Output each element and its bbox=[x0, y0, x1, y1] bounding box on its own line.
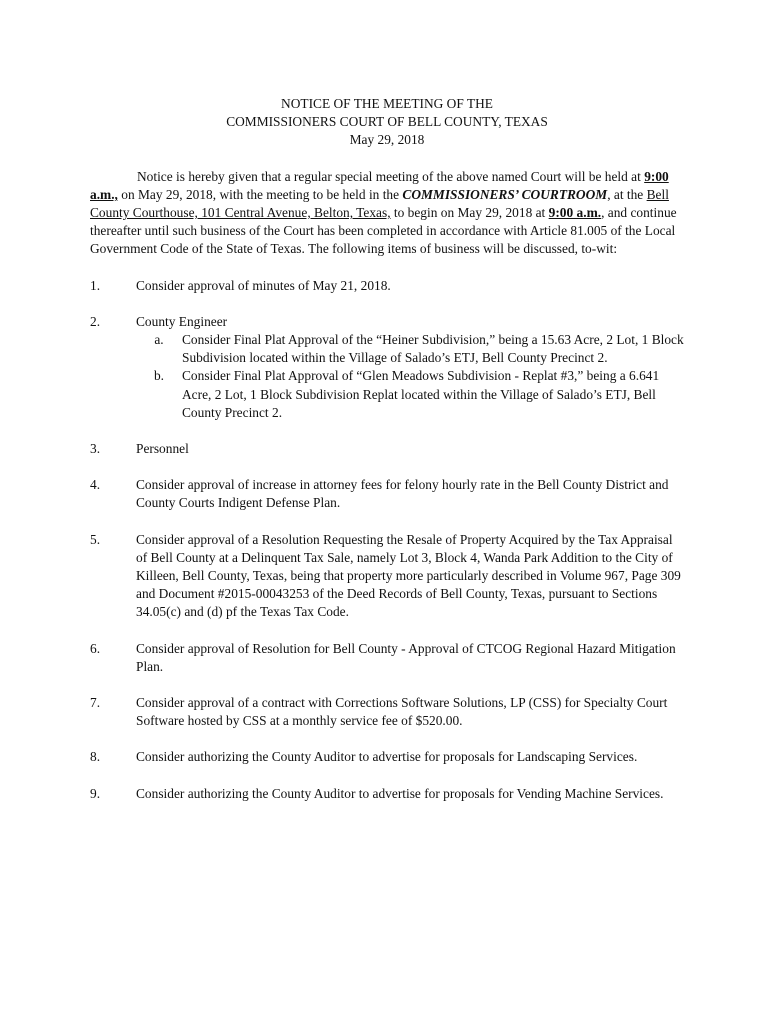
intro-text-2: on May 29, 2018, with the meeting to be held in the bbox=[117, 186, 403, 202]
item-text: Consider authorizing the County Auditor to advertise for proposals for Vending Machine Services. bbox=[136, 785, 664, 801]
meeting-time: 9:00 a.m., bbox=[90, 168, 669, 202]
header-date: May 29, 2018 bbox=[349, 132, 425, 148]
item-number: 2. bbox=[90, 313, 101, 329]
intro-paragraph bbox=[90, 168, 684, 259]
agenda-item bbox=[90, 531, 684, 622]
agenda-item bbox=[90, 440, 684, 458]
item-text: Consider authorizing the County Auditor to advertise for proposals for Landscaping Services. bbox=[136, 749, 638, 765]
item-number: 5. bbox=[90, 531, 101, 547]
agenda-item bbox=[90, 313, 684, 422]
item-text: Consider approval of a contract with Corrections Software Solutions, LP (CSS) for Specialty Court Software hosted by CSS at a monthly service fee of $520.00. bbox=[136, 695, 668, 729]
meeting-room: COMMISSIONERS’ COURTROOM bbox=[402, 186, 608, 202]
item-number: 3. bbox=[90, 441, 101, 457]
header-line-1: NOTICE OF THE MEETING OF THE bbox=[281, 96, 493, 111]
item-text: County Engineer bbox=[136, 313, 228, 329]
item-text: Personnel bbox=[136, 441, 189, 457]
item-number: 6. bbox=[90, 640, 101, 656]
agenda-item bbox=[90, 476, 684, 512]
item-text: Consider approval of increase in attorney fees for felony hourly rate in the Bell County District and County Courts Indigent Defense Plan. bbox=[136, 477, 669, 511]
agenda-item bbox=[90, 694, 684, 730]
item-number: 9. bbox=[90, 785, 101, 801]
item-number: 7. bbox=[90, 695, 101, 711]
subitem-letter: a. bbox=[154, 332, 164, 348]
meeting-start-time: 9:00 a.m. bbox=[548, 205, 602, 221]
item-text: Consider approval of Resolution for Bell County - Approval of CTCOG Regional Hazard Mitigation Plan. bbox=[136, 640, 676, 674]
item-number: 8. bbox=[90, 749, 101, 765]
document-page bbox=[90, 95, 684, 803]
subitem-text: Consider Final Plat Approval of “Glen Meadows Subdivision - Replat #3,” being a 6.641 Acre, 2 Lot, 1 Block Subdivision Replat located within the Village of Salado’s ETJ, Bell County Precinct 2. bbox=[182, 368, 660, 420]
item-text: Consider approval of minutes of May 21, 2018. bbox=[136, 277, 391, 293]
intro-text-3: , at the bbox=[607, 186, 647, 202]
agenda-item bbox=[90, 785, 684, 803]
subitem-text: Consider Final Plat Approval of the “Heiner Subdivision,” being a 15.63 Acre, 2 Lot, 1 Block Subdivision located within the Village of Salado’s ETJ, Bell County Precinct 2. bbox=[182, 332, 684, 366]
intro-text-1: Notice is hereby given that a regular special meeting of the above named Court will be held at bbox=[137, 168, 645, 184]
header-line-2: COMMISSIONERS COURT OF BELL COUNTY, TEXAS bbox=[226, 114, 548, 130]
meeting-address: Bell County Courthouse, 101 Central Avenue, Belton, Texas, bbox=[90, 186, 669, 221]
agenda-item bbox=[90, 748, 684, 766]
agenda-subitem bbox=[136, 331, 684, 367]
intro-text-4: to begin on May 29, 2018 at bbox=[390, 205, 549, 221]
notice-header bbox=[90, 95, 684, 150]
item-number: 1. bbox=[90, 277, 101, 293]
item-text: Consider approval of a Resolution Requesting the Resale of Property Acquired by the Tax Appraisal of Bell County at a Delinquent Tax Sale, namely Lot 3, Block 4, Wanda Park Addition to the City of Killeen, Bell County, Texas, being that property more particularly described in Volume 967, Page 309 and Document #2015-00043253 of the Deed Records of Bell County, Texas, pursuant to Sections 34.05(c) and (d) pf the Texas Tax Code. bbox=[136, 531, 681, 620]
intro-text-5: , and continue thereafter until such business of the Court has been completed in accordance with Article 81.005 of the Local Government Code of the State of Texas. The following items of business will be discussed, to-wit: bbox=[90, 205, 677, 257]
item-number: 4. bbox=[90, 477, 101, 493]
agenda-subitem bbox=[136, 367, 684, 422]
subitem-letter: b. bbox=[153, 368, 165, 384]
agenda-item bbox=[90, 277, 684, 295]
agenda-item bbox=[90, 640, 684, 676]
